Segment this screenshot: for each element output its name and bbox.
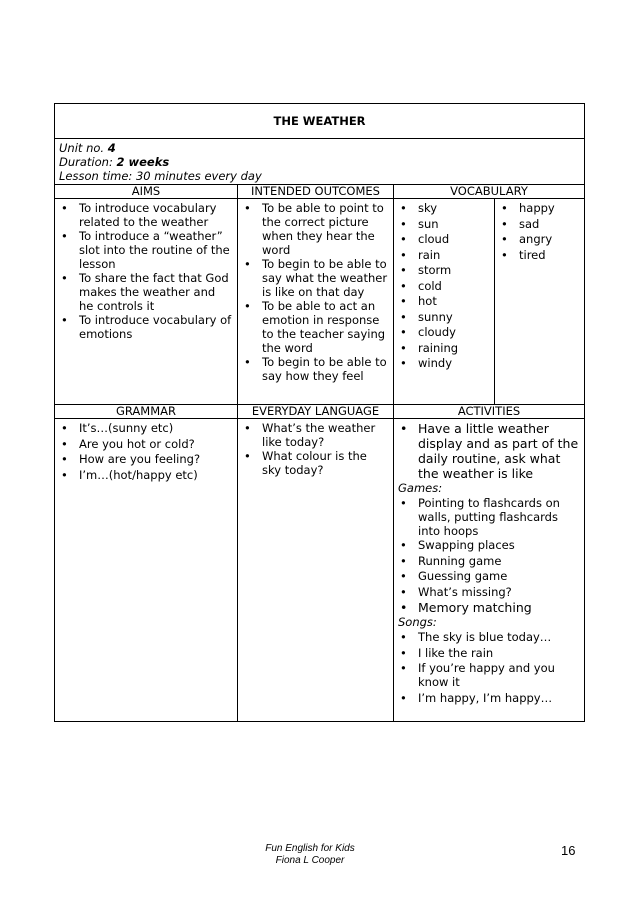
list-item: • What’s the weather like today? — [242, 421, 389, 449]
list-item: • What colour is the sky today? — [242, 449, 389, 477]
list-item: • If you’re happy and you know it — [398, 661, 580, 689]
list-item: • happy — [499, 201, 584, 217]
list-item: • cloudy — [398, 325, 490, 341]
games-label: Games: — [398, 481, 443, 495]
list-item: • How are you feeling? — [59, 452, 233, 468]
songs-label: Songs: — [398, 615, 437, 629]
aims-header: AIMS — [55, 185, 238, 199]
page-title: THE WEATHER — [55, 104, 585, 139]
list-item: • cloud — [398, 232, 490, 248]
list-item: • sun — [398, 217, 490, 233]
footer-author: Fiona L Cooper — [275, 855, 345, 866]
grammar-header: GRAMMAR — [55, 405, 238, 419]
grammar-cell — [55, 419, 238, 722]
list-item: • Guessing game — [398, 569, 580, 585]
list-item: • I’m happy, I’m happy… — [398, 691, 580, 705]
list-item: • To begin to be able to say how they feel — [242, 355, 389, 383]
footer-title: Fun English for Kids — [265, 843, 355, 854]
unit-number: 4 — [107, 141, 116, 155]
everyday-cell — [238, 419, 394, 722]
page-footer — [250, 843, 370, 867]
games-last-list — [398, 600, 580, 615]
list-item: • To begin to be able to say what the weather is like on that day — [242, 257, 389, 299]
list-item: • To be able to point to the correct picture when they hear the word — [242, 201, 389, 257]
lesson-plan — [54, 103, 584, 722]
games-list — [398, 496, 580, 600]
everyday-list — [242, 421, 389, 477]
list-item: • windy — [398, 356, 490, 372]
list-item: • angry — [499, 232, 584, 248]
duration-value: 2 weeks — [116, 155, 170, 169]
weather-vocabulary-list — [398, 201, 490, 372]
vocabulary-cell — [394, 199, 585, 405]
list-item: • storm — [398, 263, 490, 279]
lesson-time: Lesson time: 30 minutes every day — [59, 169, 262, 183]
list-item: • tired — [499, 248, 584, 264]
aims-list — [59, 201, 233, 341]
activities-intro-list — [398, 421, 580, 481]
list-item: • It’s…(sunny etc) — [59, 421, 233, 437]
activities-cell — [394, 419, 585, 722]
list-item: • raining — [398, 341, 490, 357]
list-item: • cold — [398, 279, 490, 295]
everyday-header: EVERYDAY LANGUAGE — [238, 405, 394, 419]
list-item: • hot — [398, 294, 490, 310]
list-item: • Pointing to flashcards on walls, putting flashcards into hoops — [398, 496, 580, 538]
list-item: • To share the fact that God makes the weather and he controls it — [59, 271, 233, 313]
list-item: • To introduce vocabulary related to the weather — [59, 201, 233, 229]
outcomes-list — [242, 201, 389, 383]
page-number: 16 — [561, 843, 576, 858]
vocabulary-columns — [398, 199, 584, 404]
activities-header: ACTIVITIES — [394, 405, 585, 419]
list-item: • Running game — [398, 554, 580, 570]
vocabulary-header: VOCABULARY — [394, 185, 585, 199]
list-item: • Memory matching — [398, 600, 580, 615]
list-item: • I’m…(hot/happy etc) — [59, 468, 233, 484]
unit-info — [55, 139, 585, 185]
list-item: • sunny — [398, 310, 490, 326]
list-item: • rain — [398, 248, 490, 264]
unit-label: Unit no. — [59, 141, 108, 155]
list-item: • sky — [398, 201, 490, 217]
list-item: • sad — [499, 217, 584, 233]
outcomes-header: INTENDED OUTCOMES — [238, 185, 394, 199]
aims-cell — [55, 199, 238, 405]
emotions-vocabulary-list — [499, 201, 584, 263]
list-item: • To be able to act an emotion in response to the teacher saying the word — [242, 299, 389, 355]
outcomes-cell — [238, 199, 394, 405]
unit-line — [59, 141, 580, 155]
weather-vocabulary — [398, 199, 494, 404]
list-item: • To introduce a “weather” slot into the routine of the lesson — [59, 229, 233, 271]
list-item: • I like the rain — [398, 646, 580, 662]
emotions-vocabulary — [494, 199, 584, 404]
songs-list — [398, 630, 580, 705]
lesson-plan-table — [54, 103, 585, 722]
list-item: • Swapping places — [398, 538, 580, 554]
list-item: • Have a little weather display and as part of the daily routine, ask what the weather is like — [398, 421, 580, 481]
list-item: • To introduce vocabulary of emotions — [59, 313, 233, 341]
grammar-list — [59, 421, 233, 483]
duration-line — [59, 155, 580, 169]
list-item: • The sky is blue today… — [398, 630, 580, 646]
list-item: • Are you hot or cold? — [59, 437, 233, 453]
list-item: • What’s missing? — [398, 585, 580, 601]
duration-label: Duration: — [59, 155, 117, 169]
